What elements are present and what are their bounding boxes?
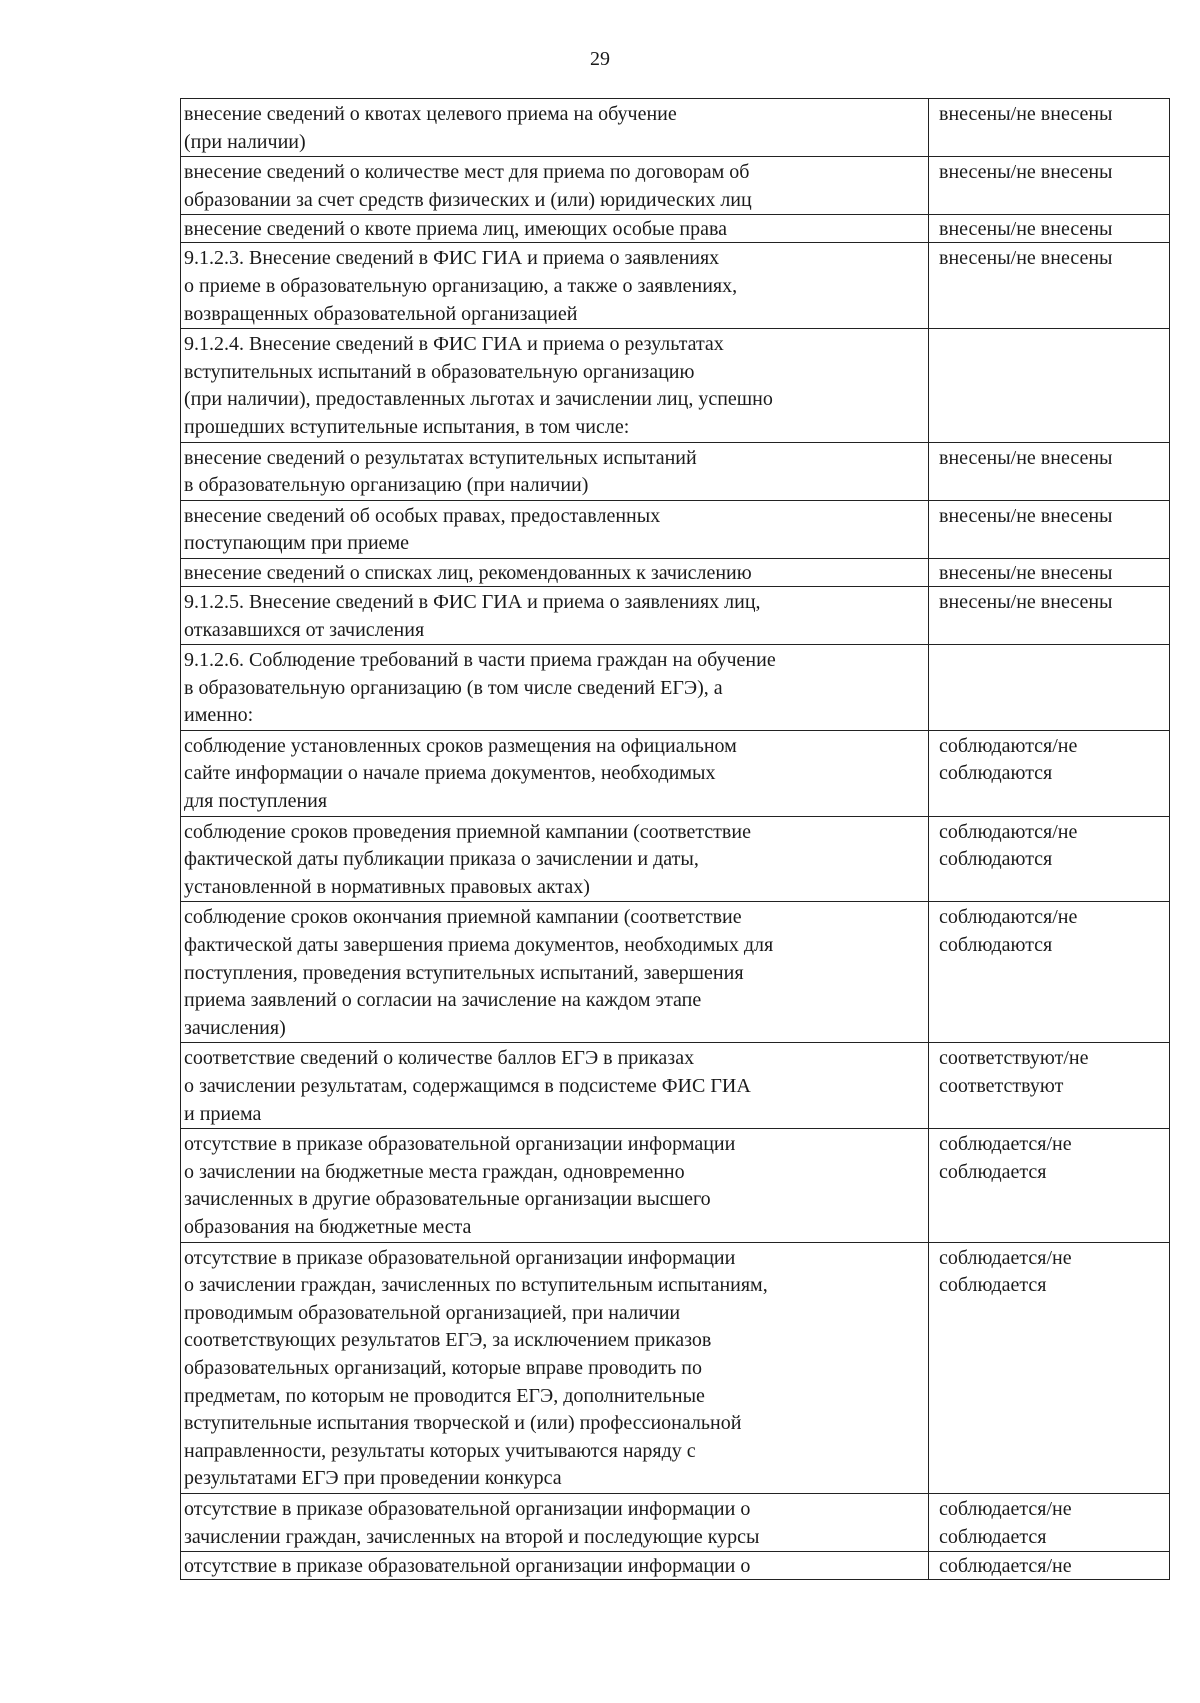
status-cell: соблюдается/не соблюдается bbox=[939, 1246, 1072, 1297]
requirement-cell: внесение сведений о квотах целевого приема на обучение (при наличии) bbox=[181, 99, 929, 156]
table-row bbox=[180, 328, 1170, 441]
status-cell: внесены/не внесены bbox=[939, 590, 1113, 613]
table-row bbox=[180, 1242, 1170, 1493]
table-row bbox=[180, 1551, 1170, 1580]
status-cell: внесены/не внесены bbox=[939, 218, 1113, 241]
requirement-cell: внесение сведений о количестве мест для приема по договорам об образовании за счет средств физических и (или) юридических лиц bbox=[181, 157, 929, 214]
requirement-cell: внесение сведений об особых правах, предоставленных поступающим при приеме bbox=[181, 501, 929, 558]
status-cell: соблюдаются/не соблюдаются bbox=[939, 734, 1078, 785]
status-cell: соответствуют/не соответствуют bbox=[939, 1047, 1089, 1097]
requirement-cell: соблюдение сроков проведения приемной кампании (соответствие фактической даты публикации приказа о зачислении и даты, установленной в нормативных правовых актах) bbox=[181, 817, 929, 902]
requirement-cell: соответствие сведений о количестве баллов ЕГЭ в приказах о зачислении результатам, содержащимся в подсистеме ФИС ГИА и приема bbox=[181, 1043, 929, 1128]
table-row bbox=[180, 901, 1170, 1042]
requirement-cell: соблюдение сроков окончания приемной кампании (соответствие фактической даты завершения приема документов, необходимых для поступления, проведения вступительных испытаний, завершения приема заявлений о согласии на зачисление на каждом этапе зачисления) bbox=[181, 902, 929, 1042]
requirement-cell: отсутствие в приказе образовательной организации информации о зачислении граждан, зачисленных по вступительным испытаниям, проводимым образовательной организацией, при наличии соответствующих результатов ЕГЭ, за исключением приказов образовательных организаций, которые вправе проводить по предметам, по которым не проводится ЕГЭ, дополнительные вступительные испытания творческой и (или) профессиональной направленности, результаты которых учитываются наряду с результатами ЕГЭ при проведении конкурса bbox=[181, 1243, 929, 1493]
requirement-cell: отсутствие в приказе образовательной организации информации о зачислении на бюджетные места граждан, одновременно зачисленных в другие образовательные организации высшего образования на бюджетные места bbox=[181, 1129, 929, 1241]
status-cell bbox=[929, 329, 1169, 441]
table-row bbox=[180, 1493, 1170, 1551]
table-row bbox=[180, 730, 1170, 816]
status-cell: внесены/не внесены bbox=[939, 561, 1113, 584]
status-cell: соблюдается/не bbox=[939, 1555, 1072, 1578]
status-cell: внесены/не внесены bbox=[939, 161, 1113, 184]
table-row bbox=[180, 558, 1170, 586]
requirement-cell: внесение сведений о списках лиц, рекомендованных к зачислению bbox=[181, 559, 929, 586]
table-row bbox=[180, 500, 1170, 558]
requirement-cell: отсутствие в приказе образовательной организации информации о зачислении граждан, зачисленных на второй и последующие курсы bbox=[181, 1494, 929, 1551]
status-cell: соблюдаются/не соблюдаются bbox=[939, 820, 1078, 871]
requirement-cell: внесение сведений о результатах вступительных испытаний в образовательную организацию (при наличии) bbox=[181, 443, 929, 500]
page-number: 29 bbox=[590, 48, 610, 70]
requirement-cell: соблюдение установленных сроков размещения на официальном сайте информации о начале приема документов, необходимых для поступления bbox=[181, 731, 929, 816]
table-row bbox=[180, 242, 1170, 328]
status-cell bbox=[929, 645, 1169, 730]
table-row bbox=[180, 586, 1170, 644]
table-row bbox=[180, 644, 1170, 730]
status-cell: внесены/не внесены bbox=[939, 103, 1113, 125]
status-cell: соблюдаются/не соблюдаются bbox=[939, 906, 1078, 957]
table-row bbox=[180, 442, 1170, 500]
requirement-cell: внесение сведений о квоте приема лиц, имеющих особые права bbox=[181, 215, 929, 242]
requirement-cell: 9.1.2.4. Внесение сведений в ФИС ГИА и приема о результатах вступительных испытаний в образовательную организацию (при наличии), предоставленных льготах и зачислении лиц, успешно прошедших вступительные испытания, в том числе: bbox=[181, 329, 929, 441]
table-row bbox=[180, 816, 1170, 902]
requirement-cell: 9.1.2.6. Соблюдение требований в части приема граждан на обучение в образовательную организацию (в том числе сведений ЕГЭ), а именно: bbox=[181, 645, 929, 730]
requirement-cell: 9.1.2.5. Внесение сведений в ФИС ГИА и приема о заявлениях лиц, отказавшихся от зачисления bbox=[181, 587, 929, 644]
table-row bbox=[180, 1128, 1170, 1241]
status-cell: внесены/не внесены bbox=[939, 504, 1113, 527]
requirement-cell: 9.1.2.3. Внесение сведений в ФИС ГИА и приема о заявлениях о приеме в образовательную организацию, а также о заявлениях, возвращенных образовательной организацией bbox=[181, 243, 929, 328]
table-row bbox=[180, 1042, 1170, 1128]
status-cell: соблюдается/не соблюдается bbox=[939, 1133, 1072, 1183]
table-row bbox=[180, 98, 1170, 156]
status-cell: внесены/не внесены bbox=[939, 247, 1113, 270]
requirement-cell: отсутствие в приказе образовательной организации информации о bbox=[181, 1552, 929, 1579]
table-row bbox=[180, 156, 1170, 214]
status-cell: внесены/не внесены bbox=[939, 446, 1113, 469]
table-row bbox=[180, 214, 1170, 242]
status-cell: соблюдается/не соблюдается bbox=[939, 1497, 1072, 1548]
requirements-table bbox=[180, 98, 1170, 1580]
